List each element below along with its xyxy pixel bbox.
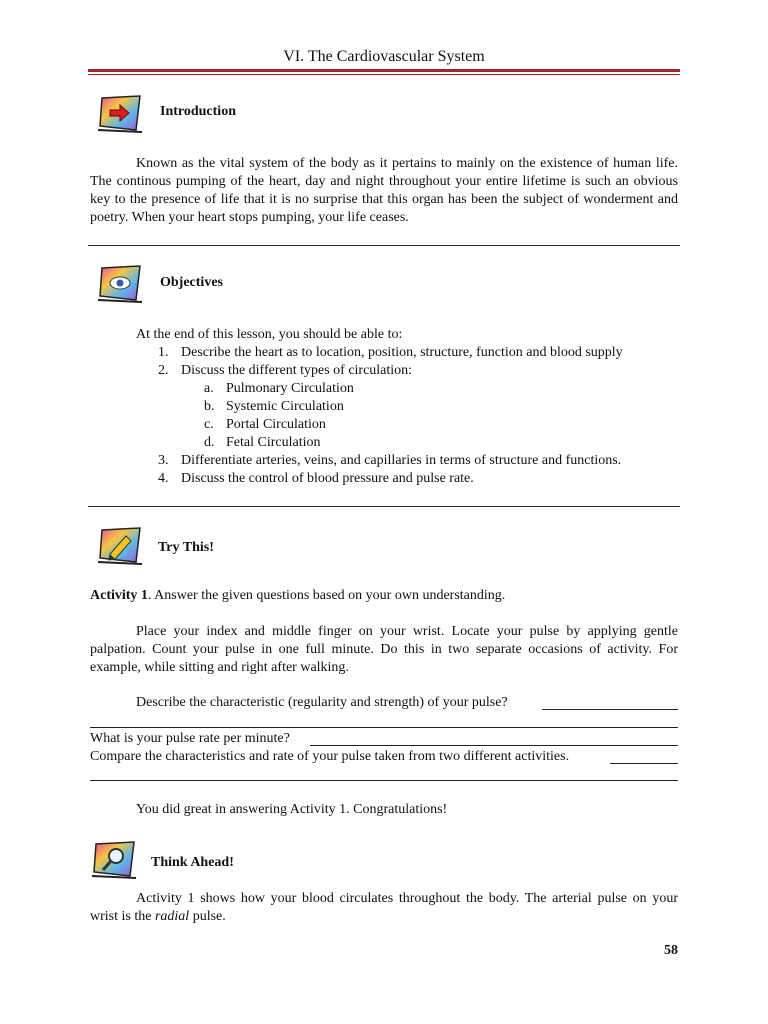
activity-instructions: Place your index and middle finger on your wrist. Locate your pulse by applying gentle palpation. Count your pulse in one full minute. Do this in two separate occasions of activity. For example, while sitting and right after walking. [90, 624, 678, 675]
answer-line-3b[interactable] [90, 780, 678, 781]
pencil-badge-icon [96, 526, 144, 566]
section-divider [88, 245, 680, 246]
think-ahead-italic-term: radial [154, 909, 190, 924]
header-divider [88, 69, 680, 72]
objective-text: Describe the heart as to location, position, structure, function and blood supply [181, 345, 623, 360]
introduction-body: Known as the vital system of the body as it pertains to mainly on the existence of human life. The continous pumping of the heart, day and night throughout your entire lifetime is such an obvious key to the presence of life that it is no surprise that this organ has been the subject of wonderment and poetry. When your heart stops pumping, your life ceases. [90, 156, 678, 225]
objective-number: 2. [158, 363, 169, 378]
magnifier-badge-icon [90, 840, 138, 880]
objective-subletter: c. [204, 417, 214, 432]
think-ahead-body [90, 890, 678, 926]
activity-text: . Answer the given questions based on your own understanding. [147, 588, 506, 603]
answer-line-1[interactable] [542, 709, 678, 710]
answer-line-3[interactable] [610, 763, 678, 764]
objective-text: Differentiate arteries, veins, and capillaries in terms of structure and functions. [181, 453, 622, 468]
page-header-title: VI. The Cardiovascular System [283, 48, 485, 65]
activity-line [90, 587, 505, 605]
objectives-lead: At the end of this lesson, you should be able to: [136, 327, 403, 342]
objective-subtext: Fetal Circulation [226, 435, 321, 450]
objective-subtext: Portal Circulation [226, 417, 326, 432]
activity-closing: You did great in answering Activity 1. Congratulations! [136, 802, 448, 817]
objective-number: 3. [158, 453, 169, 468]
introduction-heading: Introduction [160, 104, 236, 119]
answer-line-2[interactable] [310, 745, 678, 746]
section-divider [88, 506, 680, 507]
eye-badge-icon [96, 264, 144, 304]
header-divider-thin [88, 74, 680, 75]
objective-number: 1. [158, 345, 169, 360]
think-ahead-text: Activity 1 shows how your blood circulates throughout the body. The arterial pulse on your wrist is the [90, 891, 678, 924]
think-ahead-text-end: pulse. [189, 909, 226, 924]
objective-subletter: a. [204, 381, 214, 396]
arrow-badge-icon [96, 94, 144, 134]
objective-subletter: b. [204, 399, 215, 414]
page-number: 58 [664, 943, 678, 958]
objectives-heading: Objectives [160, 275, 223, 290]
question-1: Describe the characteristic (regularity and strength) of your pulse? [136, 695, 508, 710]
question-2: What is your pulse rate per minute? [90, 731, 290, 746]
think-ahead-heading: Think Ahead! [151, 855, 234, 870]
objective-text: Discuss the different types of circulation: [181, 363, 413, 378]
objective-subtext: Systemic Circulation [226, 399, 344, 414]
try-this-heading: Try This! [158, 540, 214, 555]
objective-subtext: Pulmonary Circulation [226, 381, 354, 396]
objective-text: Discuss the control of blood pressure and pulse rate. [181, 471, 474, 486]
objective-subletter: d. [204, 435, 215, 450]
answer-line-1b[interactable] [90, 727, 678, 728]
question-3: Compare the characteristics and rate of your pulse taken from two different activities. [90, 749, 570, 764]
activity-label: Activity 1 [90, 588, 148, 603]
objective-number: 4. [158, 471, 169, 486]
